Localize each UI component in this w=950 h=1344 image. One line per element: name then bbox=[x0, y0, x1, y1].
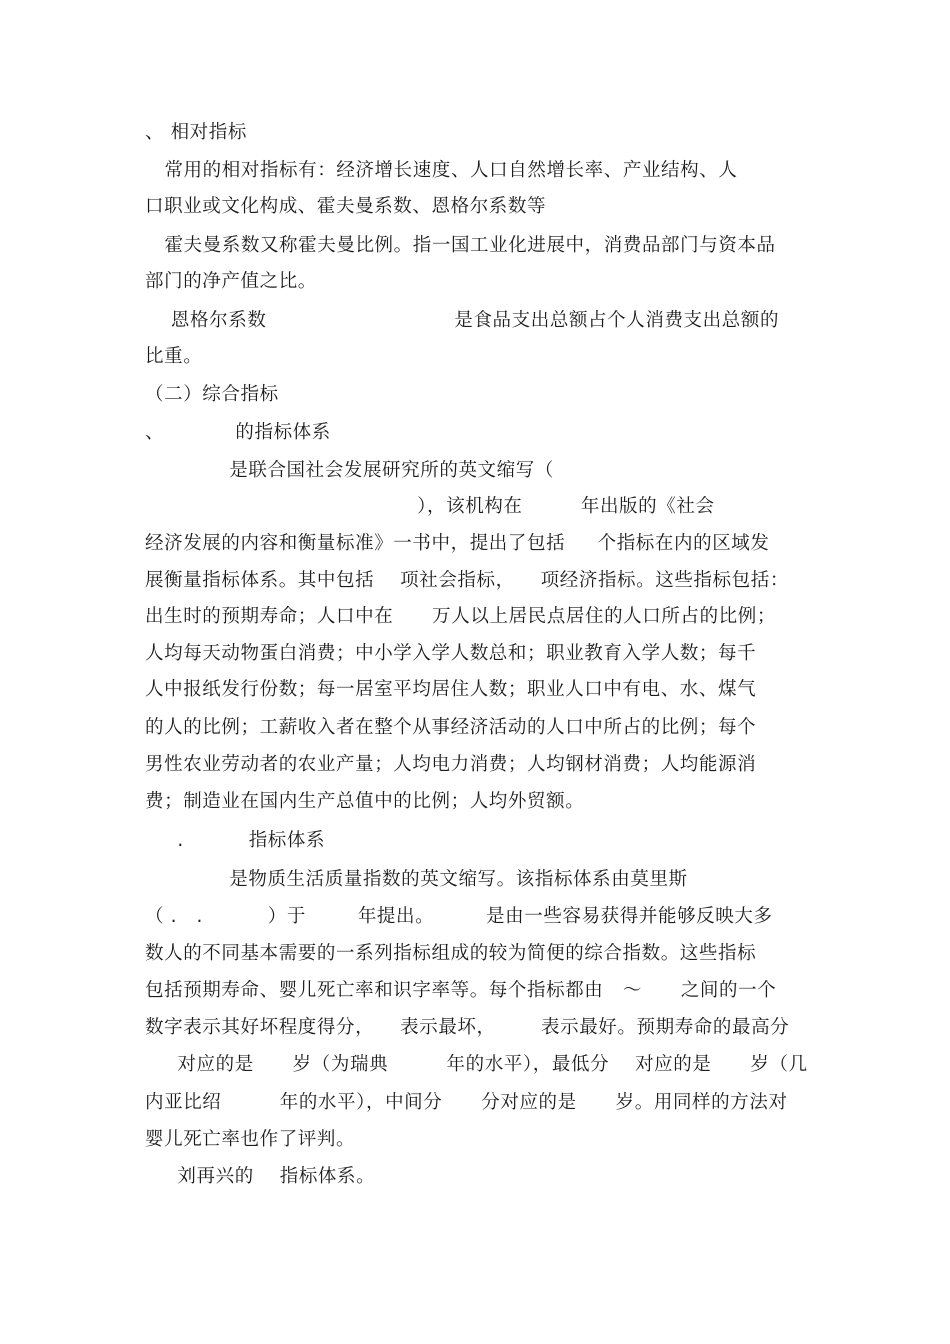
paragraph-line: （ . . ）于 年提出。 是由一些容易获得并能够反映大多 bbox=[145, 906, 773, 927]
paragraph-line: 人中报纸发行份数；每一居室平均居住人数；职业人口中有电、水、煤气 bbox=[145, 679, 757, 700]
paragraph-line: ），该机构在 年出版的《社会 bbox=[145, 496, 715, 517]
paragraph-line: 展衡量指标体系。其中包括 项社会指标， 项经济指标。这些指标包括： bbox=[145, 570, 789, 591]
paragraph-line: 婴儿死亡率也作了评判。 bbox=[145, 1129, 356, 1150]
subsection-heading: 刘再兴的 指标体系。 bbox=[145, 1166, 376, 1187]
paragraph-line: 部门的净产值之比。 bbox=[145, 271, 317, 292]
paragraph-line: 是物质生活质量指数的英文缩写。该指标体系由莫里斯 bbox=[145, 869, 688, 890]
paragraph-line: 人均每天动物蛋白消费；中小学入学人数总和；职业教育入学人数；每千 bbox=[145, 643, 757, 664]
paragraph-line: 数字表示其好坏程度得分， 表示最坏， 表示最好。预期寿命的最高分 bbox=[145, 1017, 790, 1038]
paragraph-line: 经济发展的内容和衡量标准》一书中，提出了包括 个指标在内的区域发 bbox=[145, 533, 770, 554]
paragraph-line: 常用的相对指标有：经济增长速度、人口自然增长率、产业结构、人 bbox=[145, 160, 738, 181]
subsection-heading: . 指标体系 bbox=[145, 830, 326, 851]
paragraph-line: 出生时的预期寿命；人口中在 万人以上居民点居住的人口所占的比例； bbox=[145, 606, 776, 627]
paragraph-line: 费；制造业在国内生产总值中的比例；人均外贸额。 bbox=[145, 791, 585, 812]
paragraph-line: 口职业或文化构成、霍夫曼系数、恩格尔系数等 bbox=[145, 196, 547, 217]
paragraph-line: 恩格尔系数 是食品支出总额占个人消费支出总额的 bbox=[145, 310, 780, 331]
paragraph-line: 内亚比绍 年的水平），中间分 分对应的是 岁。用同样的方法对 bbox=[145, 1092, 788, 1113]
paragraph-line: 数人的不同基本需要的一系列指标组成的较为简便的综合指数。这些指标 bbox=[145, 943, 757, 964]
paragraph-line: 男性农业劳动者的农业产量；人均电力消费；人均钢材消费；人均能源消 bbox=[145, 754, 757, 775]
paragraph-line: 的人的比例；工薪收入者在整个从事经济活动的人口中所占的比例；每个 bbox=[145, 717, 757, 738]
paragraph-line: 对应的是 岁（为瑞典 年的水平），最低分 对应的是 岁（几 bbox=[145, 1054, 808, 1075]
section-heading-composite-indicators: （二）综合指标 bbox=[145, 384, 279, 405]
subsection-heading: 、 的指标体系 bbox=[145, 422, 331, 443]
paragraph-line: 比重。 bbox=[145, 346, 203, 367]
section-heading-relative-indicators: 、 相对指标 bbox=[145, 122, 247, 143]
paragraph-line: 霍夫曼系数又称霍夫曼比例。指一国工业化进展中，消费品部门与资本品 bbox=[145, 235, 776, 256]
paragraph-line: 是联合国社会发展研究所的英文缩写（ bbox=[145, 460, 554, 481]
paragraph-line: 包括预期寿命、婴儿死亡率和识字率等。每个指标都由 ～ 之间的一个 bbox=[145, 980, 777, 1001]
